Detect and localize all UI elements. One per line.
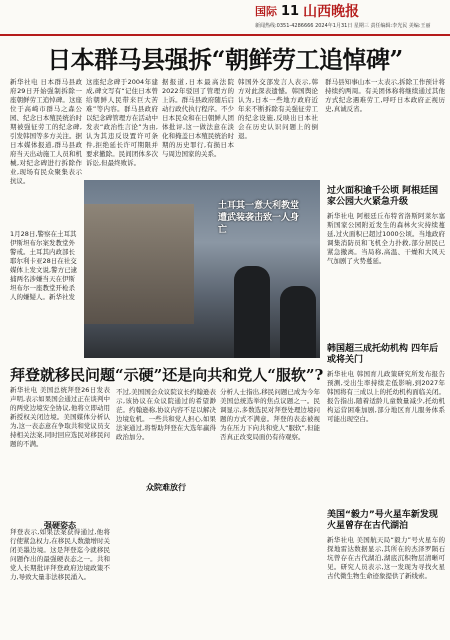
section-name: 国际	[255, 5, 277, 18]
paper-logo: 山西晚报	[303, 4, 360, 20]
right-story-1	[327, 186, 445, 322]
right-story-2-title: 韩国超三成托幼机构 四年后或将关门	[327, 344, 439, 365]
second-headline: 拜登就移民问题“示硬”还是向共和党人“服软”?	[10, 366, 324, 384]
main-story-col5: 群马县知事山本一太表示,拆除工作预计将持续约两周。有关团体称将继续通过其他方式纪念遇难劳工,呼吁日本政府正视历史,真诚反省。	[325, 78, 445, 113]
right-story-2	[327, 344, 445, 480]
page-number: 11	[281, 3, 300, 19]
photo-officer-2	[280, 286, 316, 358]
right-story-3-title: 美国“毅力”号火星车新发现 火星曾存在古代湖泊	[327, 510, 438, 531]
right-story-3	[327, 510, 445, 636]
second-story-subhead1: 强硬姿态	[44, 521, 76, 530]
photo-caption: 土耳其一意大利教堂遭武装袭击致一人身亡	[218, 201, 300, 235]
header-meta: 新闻热线:0351-4286666 2024年1月31日 星期三 责任编辑:李光民 美编:王丽	[255, 23, 431, 29]
second-story-subhead2: 众院难放行	[146, 483, 186, 492]
second-story-col2: 拜登表示,如果法案获得通过,他将行使紧急权力,在移民人数激增时关闭美墨边境。这是拜登迄今就移民问题作出的最强硬表态之一。共和党人长期批评拜登政府边境政策不力,导致大量非法移民涌入。	[10, 528, 110, 581]
photo-building	[84, 204, 194, 324]
main-headline: 日本群马县强拆“朝鲜劳工追悼碑”	[47, 45, 403, 74]
right-story-1-title: 过火面积逾千公顷 阿根廷国家公园大火紧急升级	[327, 186, 439, 207]
photo-officer	[234, 266, 270, 358]
right-story-1-text: 新华社电 阿根廷丘布特省洛斯阿莱尔塞斯国家公园附近发生的森林火灾持续蔓延,过火面积已超过1000公顷。当地政府调集消防员和飞机全力扑救,部分居民已紧急撤离。当局称,高温、干燥和大风天气加剧了火势蔓延。	[327, 212, 445, 265]
main-story-col4: 韩国外交部发言人表示,韩方对此深表遗憾。韩国舆论认为,日本一些地方政府近年来不断拆除有关强征劳工的纪念设施,反映出日本社会在历史认识问题上的倒退。	[238, 78, 318, 140]
right-story-2-text: 新华社电 韩国育儿政策研究所发布报告预测,受出生率持续走低影响,到2027年韩国将有三成以上的托幼机构面临关闭。报告指出,随着适龄儿童数量减少,托幼机构运营困难加剧,部分地区育儿服务体系可能出现空白。	[327, 370, 445, 423]
second-story-col1: 新华社电 美国总统拜登26日发表声明,表示如果国会通过正在谈判中的两党边境安全协议,他将立即动用新授权关闭边境。美国媒体分析认为,这一表态意在争取共和党议员支持相关法案,同时回应选民对移民问题的不满。	[10, 386, 110, 448]
second-story-col4: 分析人士指出,移民问题已成为今年美国总统选举的焦点议题之一。民调显示,多数选民对拜登处理边境问题的方式不满意。拜登的表态被视为在压力下向共和党人“服软”,但能否真正改变局面仍有待观察。	[220, 388, 320, 441]
news-photo	[84, 180, 320, 358]
header-title-line	[255, 4, 359, 18]
main-story-col3: 据报道,日本最高法院2022年驳回了管理方的上诉。群马县政府随后启动行政代执行程序。不少日本民众和在日朝鲜人团体批评,这一做法意在淡化和掩盖日本殖民统治时期的历史罪行,有损日本与周边国家的关系。	[162, 78, 234, 158]
photo-sidebar-note: 1月28日,警察在土耳其伊斯坦布尔案发教堂外警戒。土耳其内政部长耶尔利卡亚28日在社交媒体上发文说,警方已逮捕两名涉嫌当天在伊斯坦布尔一座教堂开枪杀人的嫌疑人。新华社发	[10, 230, 78, 301]
main-story-col2: 这座纪念碑于2004年建成,碑文写有“记住日本曾给朝鲜人民带来巨大苦难”等内容。群马县政府以纪念碑管理方在活动中发表“政治性言论”为由,认为其违反设置许可条件,拒绝延长许可期限并要求撤除。民间团体多次诉讼,但最终败诉。	[86, 78, 158, 167]
right-story-3-text: 新华社电 美国航天局“毅力”号火星车的探地雷达数据显示,其所在的杰泽罗陨石坑曾存在古代湖泊,湖底沉积物层清晰可见。研究人员表示,这一发现为寻找火星古代微生物生命迹象提供了新线索。	[327, 536, 445, 580]
second-story-col3: 不过,美国国会众议院议长约翰逊表示,该协议在众议院通过的希望渺茫。约翰逊称,协议内容不足以解决边境危机。一些共和党人担心,如果法案通过,将帮助拜登在大选年赢得政治加分。	[116, 388, 216, 441]
main-story-col1: 新华社电 日本群马县政府29日开始强制拆除一座朝鲜劳工追悼碑。这座位于高崎市群马之森公园、纪念日本殖民统治时期被强征劳工的纪念碑,引发韩国等多方关注。据日本媒体报道,群马县政府当天出动施工人员和机械,对纪念碑进行拆除作业,现场有民众聚集表示抗议。	[10, 78, 82, 185]
page-header	[0, 0, 450, 36]
